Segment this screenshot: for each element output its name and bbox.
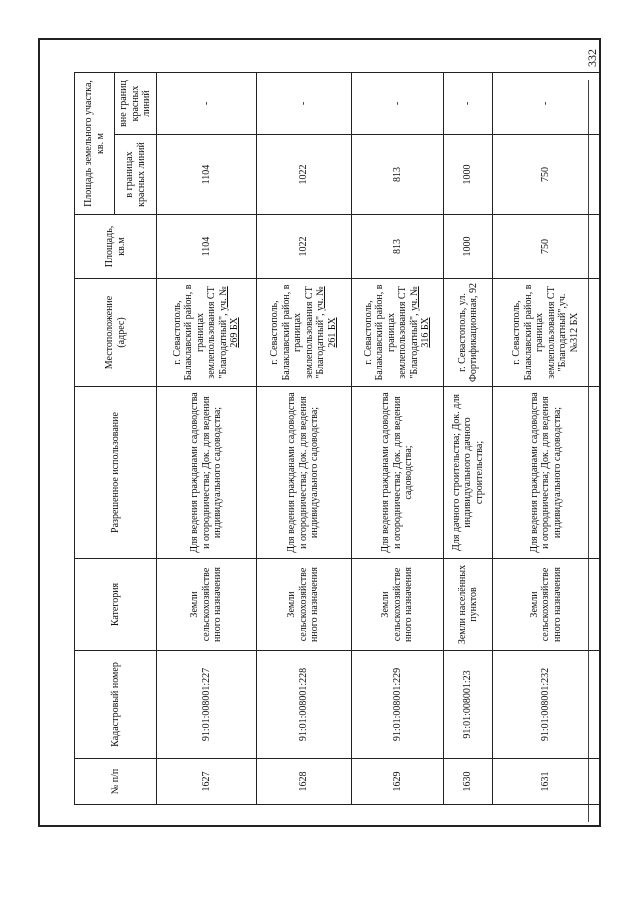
cell-location: [157, 279, 257, 387]
cell-permitted-use: Для ведения гражданами садоводства и огородничества; Док. для ведения индивидуального садоводства;: [157, 387, 257, 559]
cell-outside-red-lines: -: [444, 73, 493, 135]
header-cadastral: Кадастровый номер: [75, 651, 157, 759]
cell-outside-red-lines: -: [351, 73, 443, 135]
cell-within-red-lines: 1000: [444, 135, 493, 215]
location-plot-number: №312 БХ: [568, 312, 580, 353]
cell-category: Земли сельскохозяйстве нного назначения: [351, 559, 443, 651]
location-plot-number: уч. № 261 БХ: [315, 286, 338, 348]
location-text: г. Севастополь, Балаклавский район, в границах землепользования СТ "Благодатный",: [362, 284, 420, 381]
cell-location: [256, 279, 351, 387]
table-row: [157, 73, 257, 805]
cell-within-red-lines: 1022: [256, 135, 351, 215]
cell-no: 1631: [492, 759, 599, 805]
cell-no: 1630: [444, 759, 493, 805]
cell-no: 1627: [157, 759, 257, 805]
cell-location: [444, 279, 493, 387]
cell-outside-red-lines: -: [256, 73, 351, 135]
cell-location: [351, 279, 443, 387]
table-row: [492, 73, 599, 805]
location-text: г. Севастополь, Балаклавский район, в границах землепользования СТ "Благодатный",: [171, 284, 229, 381]
header-permitted-use: Разрешенное использование: [75, 387, 157, 559]
header-category: Категория: [75, 559, 157, 651]
header-no: № п/п: [75, 759, 157, 805]
location-text: г. Севастополь, Балаклавский район, в границах землепользования СТ "Благодатный",: [269, 284, 327, 381]
cell-no: 1628: [256, 759, 351, 805]
cell-category: Земли сельскохозяйстве нного назначения: [492, 559, 599, 651]
location-text: г. Севастополь, ул. Фортификационная, 92: [456, 283, 480, 382]
cell-outside-red-lines: -: [492, 73, 599, 135]
cell-area: 1104: [157, 215, 257, 279]
land-plots-table: [74, 72, 600, 805]
cell-outside-red-lines: -: [157, 73, 257, 135]
table-row: [256, 73, 351, 805]
cell-permitted-use: Для ведения гражданами садоводства и огородничества; Док. для ведения индивидуального садоводства;: [492, 387, 599, 559]
header-plot-area: Площадь земельного участка, кв. м: [75, 73, 115, 215]
location-plot-number: уч. № 316 БХ: [408, 286, 432, 348]
header-area: Площадь, кв.м: [75, 215, 157, 279]
location-text: г. Севастополь, Балаклавский район, в границах землепользования СТ "Благодатный",уч.: [511, 284, 569, 381]
table-row: [351, 73, 443, 805]
cell-no: 1629: [351, 759, 443, 805]
cell-permitted-use: Для ведения гражданами садоводства и огородничества; Док. для ведения садоводства;: [351, 387, 443, 559]
location-plot-number: уч. № 269 БХ: [217, 286, 241, 348]
cell-permitted-use: Для ведения гражданами садоводства и огородничества; Док. для ведения индивидуального садоводства;: [256, 387, 351, 559]
cell-area: 1000: [444, 215, 493, 279]
cell-cadastral: 91:01:008001:232: [492, 651, 599, 759]
cell-area: 1022: [256, 215, 351, 279]
cell-category: Земли населённых пунктов: [444, 559, 493, 651]
cell-permitted-use: Для дачного строительства; Док. для индивидуального дачного строительства;: [444, 387, 493, 559]
cell-cadastral: 91:01:008001:227: [157, 651, 257, 759]
cell-cadastral: 91:01:008001:228: [256, 651, 351, 759]
cell-area: 750: [492, 215, 599, 279]
cell-area: 813: [351, 215, 443, 279]
page-number: 332: [585, 49, 599, 67]
cell-category: Земли сельскохозяйстве нного назначения: [157, 559, 257, 651]
header-location: Местоположение (адрес): [75, 279, 157, 387]
table-row: [444, 73, 493, 805]
cell-location: [492, 279, 599, 387]
cell-within-red-lines: 750: [492, 135, 599, 215]
rotated-table-wrapper: [74, 73, 600, 805]
cell-category: Земли сельскохозяйстве нного назначения: [256, 559, 351, 651]
cell-within-red-lines: 813: [351, 135, 443, 215]
cell-cadastral: 91:01:008001:23: [444, 651, 493, 759]
cell-cadastral: 91:01:008001:229: [351, 651, 443, 759]
header-outside-red-lines: вне границ красных линий: [115, 73, 157, 135]
header-within-red-lines: в границах красных линий: [115, 135, 157, 215]
cell-within-red-lines: 1104: [157, 135, 257, 215]
